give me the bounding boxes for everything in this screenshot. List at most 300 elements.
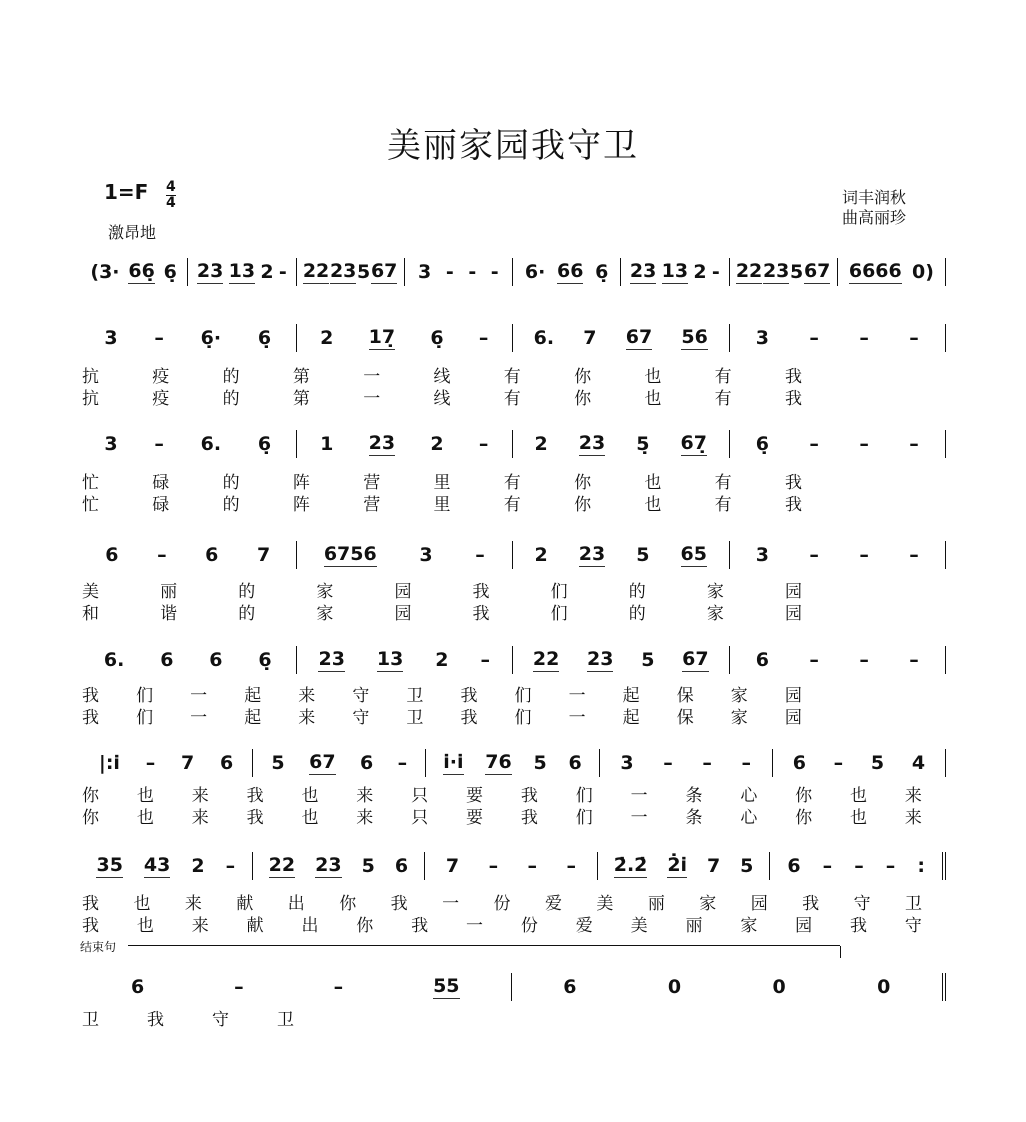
- note: 22: [532, 648, 560, 670]
- note: 2: [191, 855, 205, 877]
- note: 6·: [524, 261, 546, 283]
- note: 3: [620, 752, 634, 774]
- note: 7: [706, 855, 721, 877]
- note: -: [711, 261, 720, 283]
- lyric-char: 阵: [292, 473, 310, 493]
- note: –: [859, 327, 869, 349]
- note: 6: [160, 649, 174, 671]
- lyric-char: 有: [714, 367, 732, 387]
- note: 67: [625, 326, 653, 348]
- measure: [425, 749, 598, 777]
- note: –: [154, 327, 164, 349]
- notation-row: [80, 324, 946, 352]
- lyric-char: 起: [622, 708, 640, 728]
- lyric-char: 有: [503, 495, 521, 515]
- note: 67: [682, 648, 709, 670]
- lyric-char: 卫: [406, 708, 424, 728]
- lyric-char: 园: [394, 582, 412, 602]
- measure: [512, 430, 729, 458]
- notation-row: [80, 541, 946, 569]
- lyric-char: 丽: [647, 894, 665, 914]
- note: –: [809, 649, 819, 671]
- note: 1: [320, 433, 334, 455]
- lyric-char: 一: [190, 686, 208, 706]
- lyric-char: 园: [784, 582, 802, 602]
- note: 5: [870, 752, 885, 774]
- lyric-char: 来: [904, 808, 922, 828]
- lyric-char: 献: [246, 916, 264, 936]
- lyric-char: 我: [82, 894, 99, 914]
- ending-lyrics-line: 卫我守卫: [82, 1010, 342, 1030]
- lyric-char: 我: [390, 894, 408, 914]
- lyric-char: 也: [644, 473, 662, 493]
- note: –: [909, 327, 919, 349]
- measure: [729, 430, 947, 458]
- note: 6̣: [595, 261, 609, 283]
- note: 6: [359, 752, 374, 774]
- lyric-char: 第: [292, 389, 310, 409]
- note: 55: [433, 975, 460, 997]
- measure: [729, 646, 947, 674]
- lyric-char: 抗: [82, 389, 99, 409]
- lyric-char: 我: [460, 686, 478, 706]
- lyric-char: 园: [784, 604, 802, 624]
- lyric-char: 一: [442, 894, 460, 914]
- note: -: [490, 261, 499, 283]
- note: 6756: [323, 543, 377, 565]
- lyric-char: 我: [802, 894, 820, 914]
- lyric-char: 来: [298, 708, 316, 728]
- note: 66: [557, 260, 584, 282]
- lyric-char: 的: [222, 473, 240, 493]
- note: 67: [370, 260, 398, 282]
- note: -: [278, 261, 287, 283]
- notation-row: [80, 646, 946, 674]
- measure: [404, 258, 512, 286]
- lyric-char: 也: [644, 367, 662, 387]
- note: 6̣: [258, 649, 272, 671]
- note: 6̣·: [200, 327, 222, 349]
- measure: [599, 749, 772, 777]
- lyric-char: 的: [238, 582, 256, 602]
- lyric-char: 有: [503, 367, 521, 387]
- lyric-char: 条: [685, 786, 703, 806]
- lyric-char: 有: [503, 389, 521, 409]
- note: 6: [792, 752, 806, 774]
- lyric-char: 心: [740, 808, 758, 828]
- note: 2: [320, 327, 334, 349]
- note: 6̣: [430, 327, 444, 349]
- lyric-char: 我: [784, 367, 802, 387]
- note: 5: [790, 261, 804, 283]
- lyric-char: 你: [574, 495, 592, 515]
- note: 4: [911, 752, 926, 774]
- lyric-char: 家: [706, 582, 724, 602]
- note: –: [885, 855, 896, 877]
- lyric-char: 美: [82, 582, 99, 602]
- lyric-char: 保: [676, 686, 694, 706]
- lyric-char: 抗: [82, 367, 99, 387]
- lyric-char: 要: [466, 808, 484, 828]
- note: 7: [445, 855, 460, 877]
- note: 56: [681, 326, 708, 348]
- note: –: [702, 752, 712, 774]
- composer: 曲高丽珍: [842, 208, 907, 227]
- lyric-char: 只: [411, 808, 429, 828]
- lyric-char: 家: [316, 604, 334, 624]
- lyric-char: 我: [472, 582, 490, 602]
- lyric-char: 我: [520, 808, 538, 828]
- note: –: [822, 855, 833, 877]
- lyrics-line: [82, 490, 802, 515]
- note: -: [468, 261, 477, 283]
- note: –: [859, 649, 869, 671]
- note: 6: [220, 752, 234, 774]
- lyric-char: 献: [236, 894, 254, 914]
- measure: [769, 852, 946, 880]
- lyric-char: 的: [222, 495, 240, 515]
- lyric-char: 们: [575, 786, 593, 806]
- lyric-char: 守: [853, 894, 871, 914]
- note: 13: [376, 648, 404, 670]
- lyric-char: 家: [730, 686, 748, 706]
- lyric-char: 有: [714, 389, 732, 409]
- note: 5: [533, 752, 547, 774]
- measure: [620, 258, 728, 286]
- notation-row: [80, 749, 946, 777]
- note: –: [225, 855, 236, 877]
- note: 2̇i̇: [667, 854, 688, 876]
- lyric-char: 出: [301, 916, 319, 936]
- lyric-char: 我: [460, 708, 478, 728]
- note: 5: [740, 855, 754, 877]
- time-signature-bottom: 4: [166, 195, 176, 211]
- lyric-char: 只: [411, 786, 429, 806]
- lyric-char: 的: [238, 604, 256, 624]
- note: –: [833, 752, 844, 774]
- note: –: [909, 433, 919, 455]
- measure: [80, 646, 296, 674]
- lyric-char: 我: [82, 686, 99, 706]
- note: 6: [205, 544, 219, 566]
- lyric-char: 一: [363, 389, 381, 409]
- note: –: [909, 544, 919, 566]
- ending-bracket: [128, 945, 840, 946]
- note: 23: [318, 648, 345, 670]
- note: 13: [228, 260, 256, 282]
- note: 3: [419, 544, 433, 566]
- lyric-char: 的: [628, 604, 646, 624]
- note: –: [333, 976, 344, 998]
- notation-row: [80, 430, 946, 458]
- lyric-char: 你: [795, 786, 813, 806]
- lyric-char: 家: [740, 916, 758, 936]
- lyric-char: 我: [411, 916, 429, 936]
- lyric-char: 园: [795, 916, 813, 936]
- note: –: [480, 649, 490, 671]
- lyric-char: 里: [433, 495, 451, 515]
- measure: [296, 430, 513, 458]
- ending-label: 结束句: [80, 940, 117, 954]
- lyric-char: 也: [301, 786, 319, 806]
- note: 6: [563, 976, 577, 998]
- note: 66̣: [128, 260, 155, 282]
- note: 5: [361, 855, 375, 877]
- lyric-char: 家: [316, 582, 334, 602]
- lyric-char: 你: [339, 894, 357, 914]
- measure: [729, 324, 947, 352]
- note: 23: [196, 260, 224, 282]
- note: 23: [762, 260, 790, 282]
- lyric-char: 起: [244, 708, 262, 728]
- note: (3·: [90, 261, 120, 283]
- lyric-char: 一: [466, 916, 484, 936]
- lyric-char: 也: [644, 495, 662, 515]
- note: –: [145, 752, 156, 774]
- lyric-char: 有: [714, 495, 732, 515]
- lyric-char: 也: [301, 808, 319, 828]
- lyric-char: 丽: [160, 582, 178, 602]
- measure: [80, 973, 511, 1001]
- song-title: 美丽家园我守卫: [387, 126, 639, 166]
- lyric-char: 园: [784, 686, 802, 706]
- note: 67̣: [680, 432, 707, 454]
- note: 2: [534, 433, 548, 455]
- note: 6̣: [257, 433, 272, 455]
- lyric-char: 疫: [152, 367, 170, 387]
- measure: [80, 324, 296, 352]
- note: 0: [772, 976, 786, 998]
- note: –: [809, 544, 819, 566]
- note: 5̣: [636, 433, 650, 455]
- note: 2̇.2̇: [613, 854, 648, 876]
- measure: [512, 324, 729, 352]
- lyric-char: 你: [356, 916, 374, 936]
- notation-row: [80, 258, 946, 286]
- lyrics-line: [82, 384, 802, 409]
- lyric-char: 我: [246, 808, 264, 828]
- measure: [80, 852, 252, 880]
- note: 6̣: [257, 327, 272, 349]
- measure: [187, 258, 295, 286]
- note: 5: [271, 752, 285, 774]
- lyric-char: 我: [246, 786, 264, 806]
- tempo-marking: 激昂地: [108, 223, 157, 242]
- note: –: [488, 855, 499, 877]
- lyric-char: 出: [287, 894, 305, 914]
- lyric-char: 来: [191, 916, 209, 936]
- measure: [597, 852, 770, 880]
- note: 67: [803, 260, 831, 282]
- measure: [80, 749, 252, 777]
- lyric-char: 里: [433, 473, 451, 493]
- lyric-char: 们: [136, 686, 154, 706]
- measure: [252, 749, 425, 777]
- note: –: [809, 433, 819, 455]
- lyric-char: 我: [520, 786, 538, 806]
- note: 76: [485, 751, 512, 773]
- measure: [80, 258, 187, 286]
- lyric-char: 第: [292, 367, 310, 387]
- lyric-char: 美: [630, 916, 648, 936]
- lyric-char: 一: [568, 686, 586, 706]
- note: 23: [315, 854, 342, 876]
- note: 22: [735, 260, 763, 282]
- lyric-char: 的: [222, 389, 240, 409]
- lyric-char: 你: [574, 389, 592, 409]
- note: 23: [578, 543, 606, 565]
- lyric-char: 你: [82, 786, 99, 806]
- measure: [837, 258, 946, 286]
- lyric-char: 丽: [685, 916, 703, 936]
- lyric-char: 也: [136, 786, 154, 806]
- measure: [80, 541, 296, 569]
- lyric-char: 营: [363, 495, 381, 515]
- lyric-char: 我: [472, 604, 490, 624]
- note: 6.: [533, 327, 555, 349]
- lyric-char: 也: [850, 808, 868, 828]
- lyric-char: 份: [520, 916, 538, 936]
- note: –: [909, 649, 919, 671]
- lyric-char: 你: [795, 808, 813, 828]
- note: –: [478, 327, 489, 349]
- lyric-char: 你: [574, 367, 592, 387]
- note: 6̣: [163, 261, 177, 283]
- note: 2: [693, 261, 707, 283]
- lyric-char: 谐: [160, 604, 178, 624]
- lyric-char: 的: [222, 367, 240, 387]
- lyric-char: 来: [356, 808, 374, 828]
- measure: [80, 430, 296, 458]
- credits: [842, 188, 906, 228]
- lyric-char: 我: [784, 389, 802, 409]
- lyric-char: 我: [82, 708, 99, 728]
- lyric-char: 园: [784, 708, 802, 728]
- note: 23: [368, 432, 396, 454]
- note: 6: [755, 649, 769, 671]
- lyric-char: 有: [503, 473, 521, 493]
- lyric-char: 爱: [575, 916, 593, 936]
- measure: [511, 973, 947, 1001]
- note: 6: [568, 752, 582, 774]
- lyric-char: 一: [630, 808, 648, 828]
- lyric-char: 忙: [82, 473, 99, 493]
- notation-row: [80, 973, 946, 1001]
- note: 13: [661, 260, 689, 282]
- measure: [424, 852, 597, 880]
- note: –: [859, 544, 869, 566]
- lyric-char: 你: [82, 808, 99, 828]
- measure: [296, 646, 513, 674]
- lyric-char: 我: [82, 916, 99, 936]
- note: |:i̇: [98, 752, 120, 774]
- lyric-char: 份: [493, 894, 511, 914]
- lyric-char: 我: [850, 916, 868, 936]
- note: 2: [435, 649, 449, 671]
- lyric-char: 也: [850, 786, 868, 806]
- lyric-char: 来: [356, 786, 374, 806]
- lyric-char: 们: [136, 708, 154, 728]
- note: –: [663, 752, 673, 774]
- lyric-char: 们: [550, 582, 568, 602]
- lyric-char: 保: [676, 708, 694, 728]
- lyric-char: 条: [685, 808, 703, 828]
- lyric-char: 来: [191, 808, 209, 828]
- note: 5: [357, 261, 371, 283]
- note: 0): [911, 261, 934, 283]
- note: 6: [209, 649, 223, 671]
- lyric-char: 一: [363, 367, 381, 387]
- measure: [729, 541, 947, 569]
- lyric-char: 也: [136, 916, 154, 936]
- lyric-char: 忙: [82, 495, 99, 515]
- note: 7: [583, 327, 597, 349]
- note: 3: [104, 327, 118, 349]
- lyric-char: 家: [706, 604, 724, 624]
- note: –: [397, 752, 408, 774]
- lyric-char: 们: [550, 604, 568, 624]
- lyric-char: 们: [575, 808, 593, 828]
- note: 3: [755, 544, 769, 566]
- lyric-char: 心: [740, 786, 758, 806]
- lyric-char: 一: [568, 708, 586, 728]
- note: –: [475, 544, 485, 566]
- note: 6: [130, 976, 145, 998]
- note: 67: [309, 751, 336, 773]
- note: 6: [394, 855, 409, 877]
- lyric-char: 也: [133, 894, 151, 914]
- lyric-char: 有: [714, 473, 732, 493]
- note: -: [445, 261, 454, 283]
- measure: [772, 749, 946, 777]
- lyric-char: 起: [244, 686, 262, 706]
- note: –: [527, 855, 538, 877]
- note: 3: [418, 261, 432, 283]
- lyric-char: 要: [466, 786, 484, 806]
- lyric-char: 你: [574, 473, 592, 493]
- measure: [296, 258, 404, 286]
- notation-row: [80, 852, 946, 880]
- measure: [512, 258, 620, 286]
- lyrics-line: [82, 803, 922, 828]
- lyric-char: 我: [784, 473, 802, 493]
- lyric-char: 来: [298, 686, 316, 706]
- lyric-char: 守: [352, 708, 370, 728]
- note: 35: [96, 854, 123, 876]
- lyric-char: 们: [514, 708, 532, 728]
- lyric-char: 们: [514, 686, 532, 706]
- note: –: [854, 855, 864, 877]
- note: –: [566, 855, 576, 877]
- note: –: [234, 976, 244, 998]
- note: 6: [105, 544, 119, 566]
- note: i̇·i̇: [443, 751, 464, 773]
- note: 23: [329, 260, 357, 282]
- time-signature: [166, 180, 176, 211]
- note: 2: [260, 261, 274, 283]
- lyric-char: 卫: [905, 894, 922, 914]
- lyric-char: 营: [363, 473, 381, 493]
- lyric-char: 卫: [406, 686, 424, 706]
- measure: [729, 258, 837, 286]
- lyric-char: 来: [191, 786, 209, 806]
- lyric-char: 和: [82, 604, 99, 624]
- lyric-char: 来: [184, 894, 202, 914]
- lyric-char: 疫: [152, 389, 170, 409]
- note: –: [859, 433, 869, 455]
- lyric-char: 一: [190, 708, 208, 728]
- note: 23: [578, 432, 606, 454]
